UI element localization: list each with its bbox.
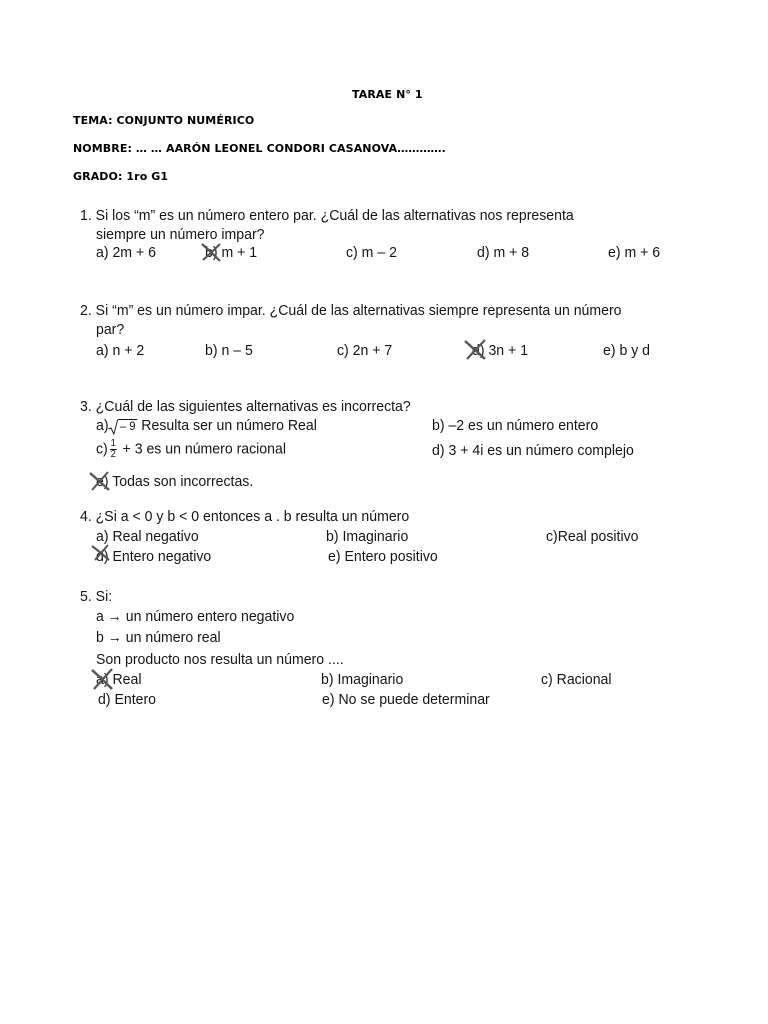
question-5-text: 5. Si: — [80, 588, 113, 605]
q4-option-c: c)Real positivo — [546, 528, 639, 545]
question-3-text: 3. ¿Cuál de las siguientes alternativas es incorrecta? — [80, 398, 411, 415]
q5-option-c: c) Racional — [541, 671, 612, 688]
question-4-text: 4. ¿Si a < 0 y b < 0 entonces a . b resulta un número — [80, 508, 410, 525]
q2-option-c: c) 2n + 7 — [337, 342, 393, 359]
q4-option-b: b) Imaginario — [326, 528, 409, 545]
q4-option-a: a) Real negativo — [96, 528, 199, 545]
q3-option-d: d) 3 + 4i es un número complejo — [432, 442, 634, 459]
q3-option-c-label: c) — [96, 440, 108, 458]
q5-premise-b: b → un número real — [96, 629, 221, 646]
q1-option-b: b) m + 1 — [205, 244, 258, 261]
q3-option-c — [96, 439, 286, 460]
document-title: TARAE N° 1 — [352, 88, 423, 101]
q3-option-a-label: a) — [96, 417, 109, 434]
q4-option-e: e) Entero positivo — [328, 548, 438, 565]
q2-option-e: e) b y d — [603, 342, 651, 359]
q5-option-e: e) No se puede determinar — [322, 691, 490, 708]
q3-option-b: b) –2 es un número entero — [432, 417, 599, 434]
q4-option-d: d) Entero negativo — [96, 548, 212, 565]
q1-option-a: a) 2m + 6 — [96, 244, 156, 261]
fraction-denominator: 2 — [110, 449, 116, 460]
grade-line: GRADO: 1ro G1 — [73, 170, 169, 183]
q5-option-d: d) Entero — [98, 691, 157, 708]
radicand: – 9 — [119, 419, 136, 433]
q5-premise-a: a → un número entero negativo — [96, 608, 295, 625]
q1-option-e: e) m + 6 — [608, 244, 661, 261]
q2-option-d: d) 3n + 1 — [472, 342, 529, 359]
q3-option-a-text: Resulta ser un número Real — [141, 417, 317, 434]
student-name-line: NOMBRE: … … AARÓN LEONEL CONDORI CASANOVA…………. — [73, 142, 446, 155]
q5-option-a: a) Real — [96, 671, 142, 688]
question-1-text: 1. Si los “m” es un número entero par. ¿Cuál de las alternativas nos representa — [80, 207, 574, 224]
fraction-numerator: 1 — [110, 438, 116, 449]
question-2-text-cont: par? — [96, 321, 125, 338]
q2-option-a: a) n + 2 — [96, 342, 145, 359]
q5-question-line: Son producto nos resulta un número .... — [96, 651, 344, 668]
q1-option-c: c) m – 2 — [346, 244, 397, 261]
question-1-text-cont: siempre un número impar? — [96, 226, 265, 243]
topic-line: TEMA: CONJUNTO NUMÉRICO — [73, 114, 255, 127]
q1-option-d: d) m + 8 — [477, 244, 530, 261]
q2-option-b: b) n – 5 — [205, 342, 253, 359]
q3-option-a — [96, 417, 317, 434]
q3-option-e: e) Todas son incorrectas. — [96, 473, 254, 490]
q5-option-b: b) Imaginario — [321, 671, 404, 688]
fraction-one-half — [110, 439, 117, 460]
question-2-text: 2. Si “m” es un número impar. ¿Cuál de las alternativas siempre representa un número — [80, 302, 622, 319]
square-root-expression — [109, 419, 138, 433]
q3-option-c-text: + 3 es un número racional — [122, 440, 286, 458]
